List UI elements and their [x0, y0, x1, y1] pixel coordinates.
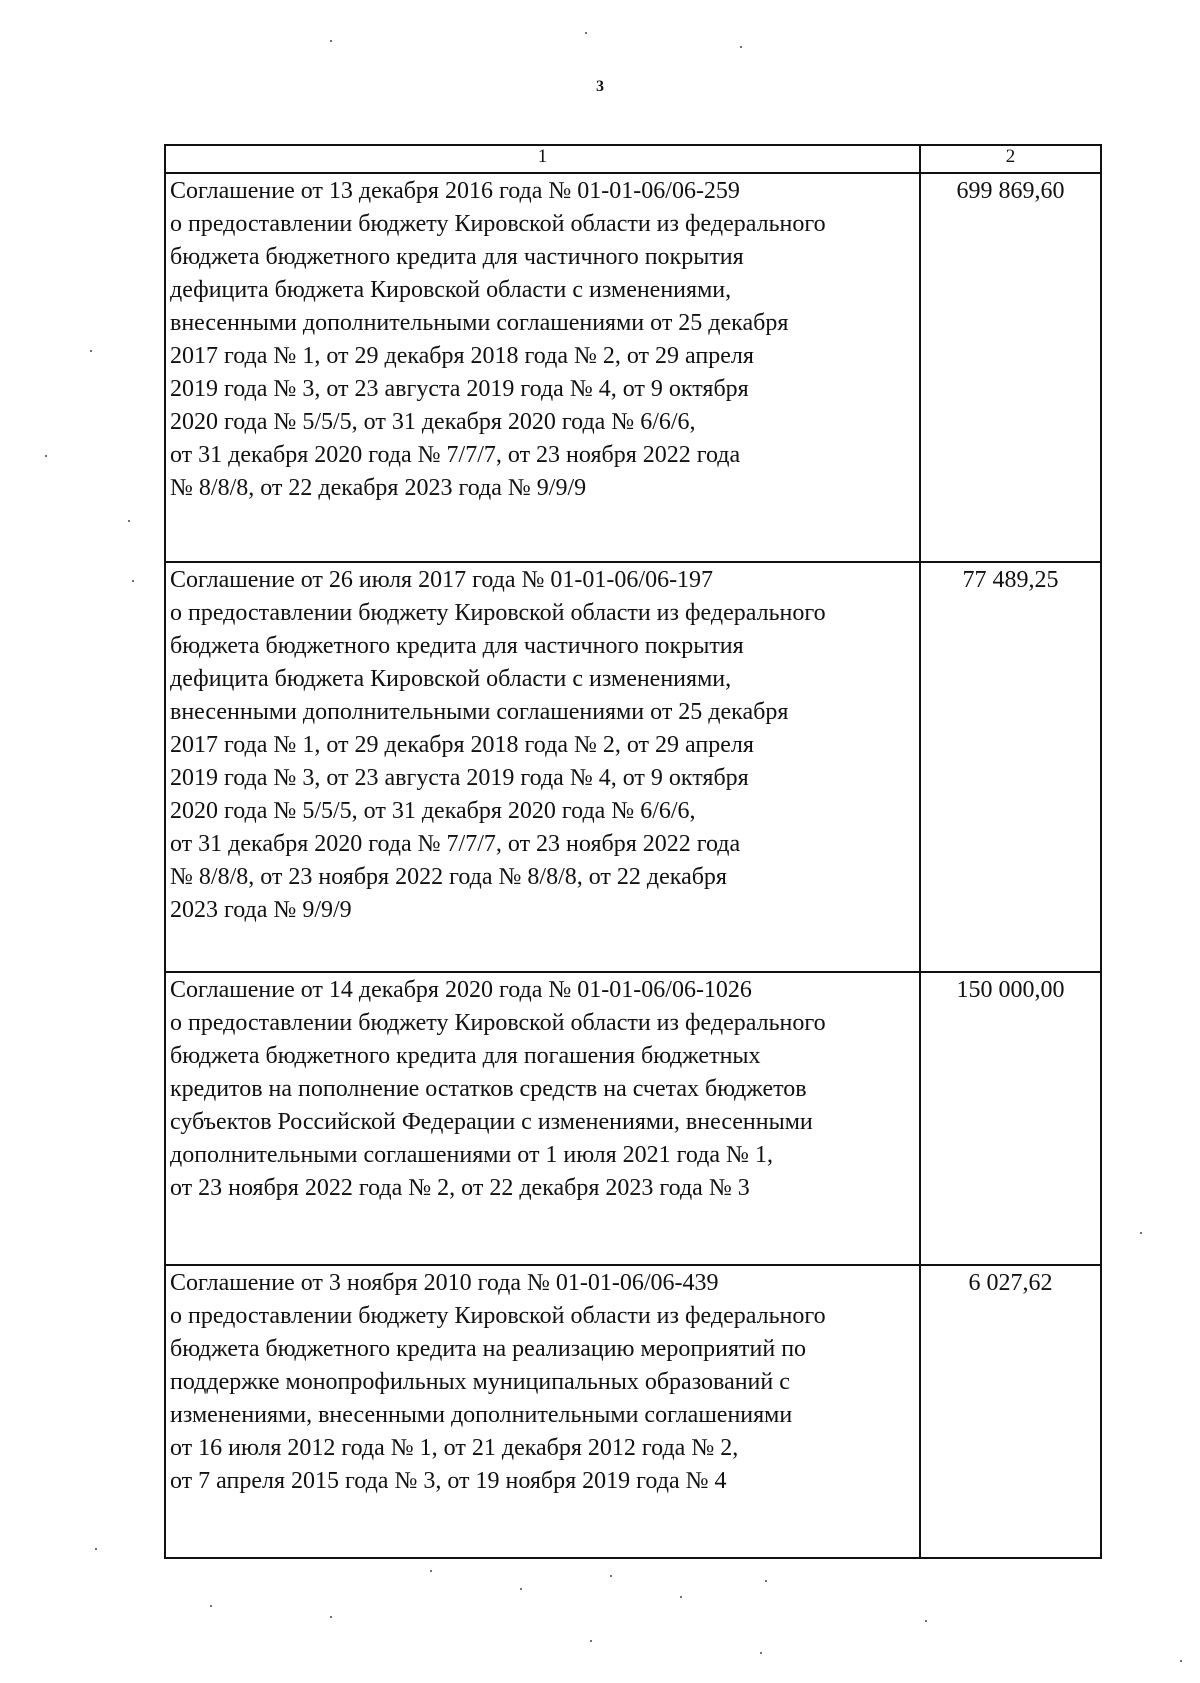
- table-row: [165, 972, 1101, 1265]
- agreement-amount: 77 489,25: [920, 562, 1101, 972]
- agreement-amount: 699 869,60: [920, 173, 1101, 562]
- scan-speck: [330, 40, 332, 42]
- scan-speck: [45, 455, 47, 457]
- scan-speck: [210, 1605, 212, 1607]
- scan-speck: [585, 32, 587, 34]
- agreement-description: Соглашение от 26 июля 2017 года № 01-01-06/06-197 о предоставлении бюджету Кировской области из федерального бюджета бюджетного кредита для частичного покрытия дефицита бюджета Кировской области с изменениями, внесенными дополнительными соглашениями от 25 декабря 2017 года № 1, от 29 декабря 2018 года № 2, от 29 апреля 2019 года № 3, от 23 августа 2019 года № 4, от 9 октября 2020 года № 5/5/5, от 31 декабря 2020 года № 6/6/6, от 31 декабря 2020 года № 7/7/7, от 23 ноября 2022 года № 8/8/8, от 23 ноября 2022 года № 8/8/8, от 22 декабря 2023 года № 9/9/9: [165, 562, 920, 972]
- column-header-2: 2: [920, 145, 1101, 173]
- table-row: [165, 562, 1101, 972]
- agreement-description: Соглашение от 13 декабря 2016 года № 01-01-06/06-259 о предоставлении бюджету Кировской области из федерального бюджета бюджетного кредита для частичного покрытия дефицита бюджета Кировской области с изменениями, внесенными дополнительными соглашениями от 25 декабря 2017 года № 1, от 29 декабря 2018 года № 2, от 29 апреля 2019 года № 3, от 23 августа 2019 года № 4, от 9 октября 2020 года № 5/5/5, от 31 декабря 2020 года № 6/6/6, от 31 декабря 2020 года № 7/7/7, от 23 ноября 2022 года № 8/8/8, от 22 декабря 2023 года № 9/9/9: [165, 173, 920, 562]
- column-header-1: 1: [165, 145, 920, 173]
- agreements-table: [164, 144, 1102, 1559]
- scan-speck: [740, 46, 742, 48]
- scan-speck: [90, 350, 92, 352]
- scan-speck: [95, 1548, 97, 1550]
- table-header-row: [165, 145, 1101, 173]
- scan-speck: [680, 1596, 682, 1598]
- scan-speck: [128, 520, 130, 522]
- page-number: 3: [596, 78, 604, 95]
- agreement-description: Соглашение от 3 ноября 2010 года № 01-01-06/06-439 о предоставлении бюджету Кировской области из федерального бюджета бюджетного кредита на реализацию мероприятий по поддержке монопрофильных муниципальных образований с изменениями, внесенными дополнительными соглашениями от 16 июля 2012 года № 1, от 21 декабря 2012 года № 2, от 7 апреля 2015 года № 3, от 19 ноября 2019 года № 4: [165, 1265, 920, 1558]
- agreement-amount: 150 000,00: [920, 972, 1101, 1265]
- agreement-description: Соглашение от 14 декабря 2020 года № 01-01-06/06-1026 о предоставлении бюджету Кировской области из федерального бюджета бюджетного кредита для погашения бюджетных кредитов на пополнение остатков средств на счетах бюджетов субъектов Российской Федерации с изменениями, внесенными дополнительными соглашениями от 1 июля 2021 года № 1, от 23 ноября 2022 года № 2, от 22 декабря 2023 года № 3: [165, 972, 920, 1265]
- scan-speck: [590, 1640, 592, 1642]
- table-row: [165, 1265, 1101, 1558]
- scan-speck: [132, 580, 134, 582]
- scan-speck: [925, 1620, 927, 1622]
- agreement-amount: 6 027,62: [920, 1265, 1101, 1558]
- scan-speck: [330, 1616, 332, 1618]
- scan-speck: [765, 1580, 767, 1582]
- scan-speck: [1140, 1232, 1142, 1234]
- scan-speck: [610, 1575, 612, 1577]
- scan-speck: [520, 1588, 522, 1590]
- scan-speck: [430, 1570, 432, 1572]
- table-row: [165, 173, 1101, 562]
- scan-speck: [1180, 1660, 1182, 1662]
- scan-speck: [760, 1652, 762, 1654]
